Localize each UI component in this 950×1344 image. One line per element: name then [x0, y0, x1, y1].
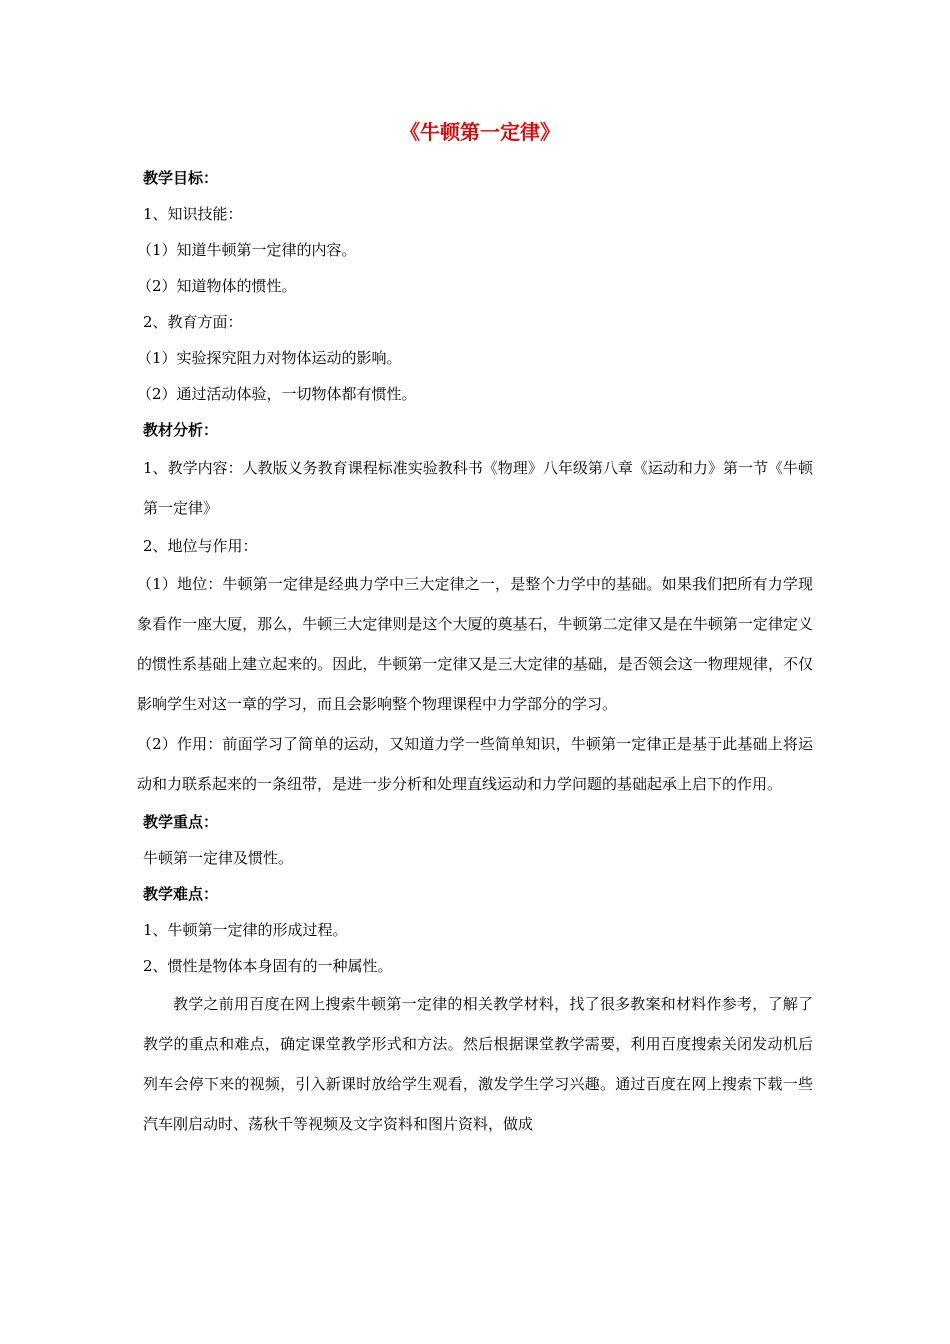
- document-title: 《牛顿第一定律》: [400, 120, 560, 144]
- objective-2: 2、教育方面：: [143, 313, 243, 331]
- key-points-heading: 教学重点：: [143, 813, 219, 831]
- objective-2a: （1）实验探究阻力对物体运动的影响。: [137, 349, 402, 367]
- objective-2b: （2）通过活动体验，一切物体都有惯性。: [137, 385, 417, 403]
- objective-1b: （2）知道物体的惯性。: [137, 277, 297, 295]
- analysis-2: 2、地位与作用：: [143, 537, 258, 555]
- objective-1a: （1）知道牛顿第一定律的内容。: [137, 241, 357, 259]
- difficult-point-1: 1、牛顿第一定律的形成过程。: [143, 921, 348, 939]
- analysis-heading: 教材分析：: [143, 421, 219, 439]
- objectives-heading: 教学目标：: [143, 169, 219, 187]
- objective-1: 1、知识技能：: [143, 205, 243, 223]
- analysis-2a: （1）地位：牛顿第一定律是经典力学中三大定律之一，是整个力学中的基础。如果我们把所有力学现象看作一座大厦，那么，牛顿三大定律则是这个大厦的奠基石，牛顿第二定律又是在牛顿第一定律定义的惯性系基础上建立起来的。因此，牛顿第一定律又是三大定律的基础，是否领会这一物理规律，不仅影响学生对这一章的学习，而且会影响整个物理课程中力学部分的学习。: [137, 575, 813, 713]
- difficult-points-heading: 教学难点：: [143, 885, 219, 903]
- difficult-point-2: 2、惯性是物体本身固有的一种属性。: [143, 957, 393, 975]
- document-page: [137, 118, 813, 1144]
- preparation-paragraph: 教学之前用百度在网上搜索牛顿第一定律的相关教学材料，找了很多教案和材料作参考，了解了教学的重点和难点，确定课堂教学形式和方法。然后根据课堂教学需要，利用百度搜索关闭发动机后列车会停下来的视频，引入新课时放给学生观看，激发学生学习兴趣。通过百度在网上搜索下载一些汽车刚启动时、荡秋千等视频及文字资料和图片资料，做成: [143, 995, 813, 1133]
- key-points-text: 牛顿第一定律及惯性。: [143, 849, 294, 867]
- analysis-2b: （2）作用：前面学习了简单的运动，又知道力学一些简单知识，牛顿第一定律正是基于此基础上将运动和力联系起来的一条纽带，是进一步分析和处理直线运动和力学问题的基础起承上启下的作用。: [137, 735, 813, 793]
- analysis-1: 1、教学内容：人教版义务教育课程标准实验教科书《物理》八年级第八章《运动和力》第一节《牛顿第一定律》: [143, 459, 813, 517]
